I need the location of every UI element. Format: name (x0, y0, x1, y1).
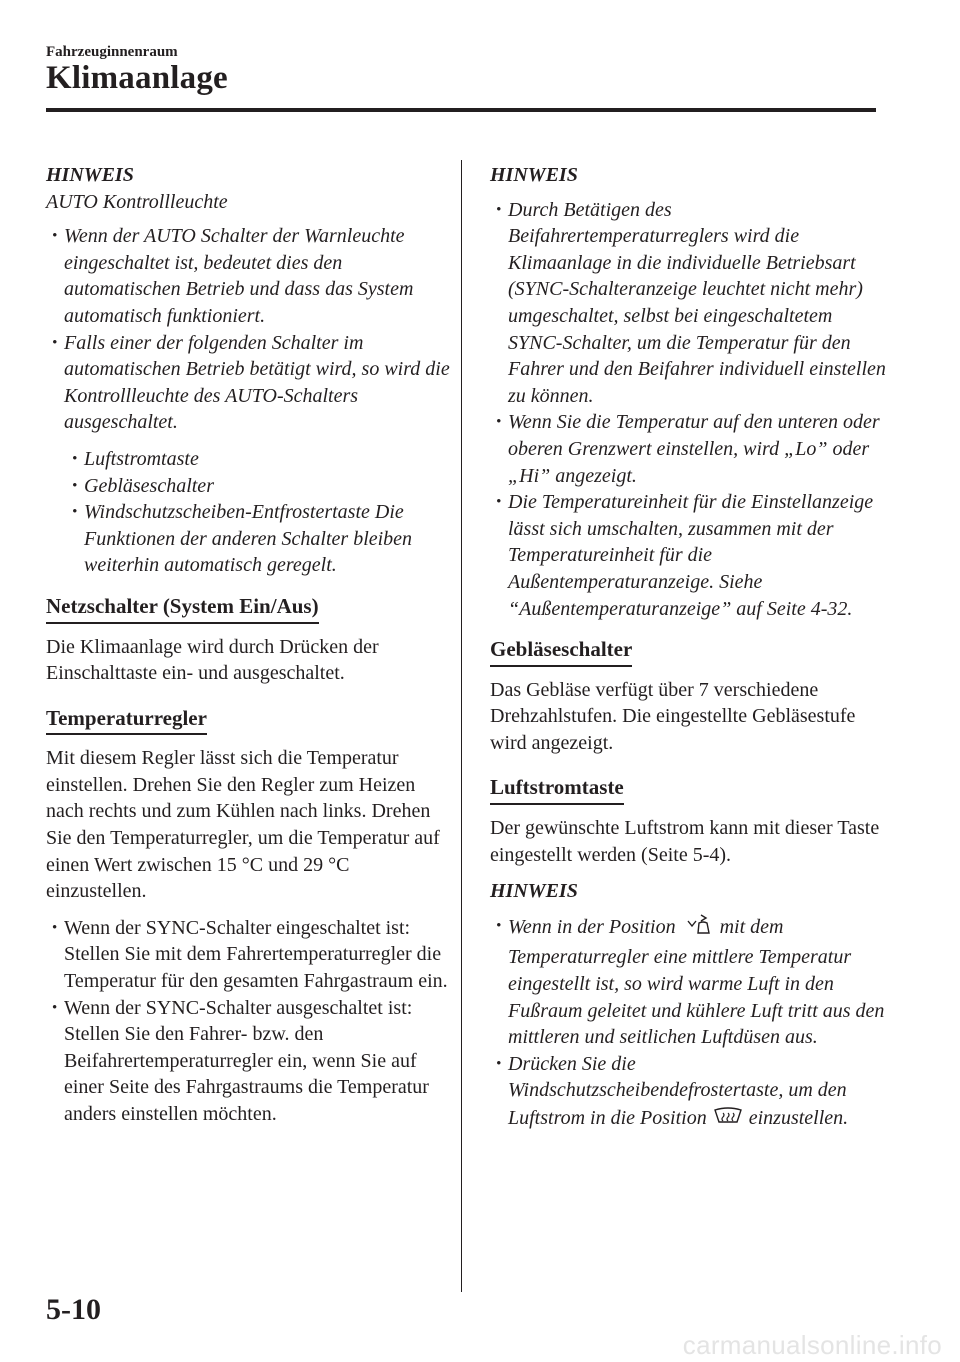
list-item: • Gebläseschalter (46, 473, 451, 500)
paragraph: Die Klimaanlage wird durch Drücken der Einschalttaste ein- und ausgeschaltet. (46, 635, 379, 685)
bullet-icon: • (496, 917, 502, 934)
page-number: 5-10 (46, 1293, 101, 1326)
bullet-icon: • (496, 494, 502, 511)
list-item: • Wenn in der Position mit dem Temperaturregler eine mittlere Temperatur eingestellt ist, so wird warme Luft in den Fußraum geleitet und kühlere Luft tritt aus den mittleren und seitlichen Luftdüsen aus. (490, 913, 890, 1051)
note-list (490, 197, 890, 623)
list-item: • Die Temperatureinheit für die Einstellanzeige lässt sich umschalten, zusammen mit der Temperatureinheit für die Außentemperaturanzeige. Siehe “Außentemperaturanzeige” auf Seite 4-32. (496, 491, 874, 620)
section-heading-geblaeseschalter: Gebläseschalter (490, 636, 632, 667)
right-column (490, 160, 890, 1136)
column-divider (461, 160, 462, 1292)
temp-list (46, 915, 451, 1128)
paragraph: Der gewünschte Luftstrom kann mit dieser Taste eingestellt werden (Seite 5-4). (490, 817, 880, 866)
paragraph: Das Gebläse verfügt über 7 verschiedene Drehzahlstufen. Die eingestellte Gebläsestufe wird angezeigt. (490, 678, 856, 754)
list-item: • Windschutzscheiben-Entfrostertaste Die Funktionen der anderen Schalter bleiben weiterhin automatisch geregelt. (72, 501, 413, 577)
list-item: • Wenn der SYNC-Schalter ausgeschaltet ist: Stellen Sie den Fahrer- bzw. den Beifahrertemperaturregler ein, wenn Sie auf einer Seite des Fahrgastraums die Temperatur anders einstellen möchten. (52, 996, 429, 1125)
list-item: • Drücken Sie die Windschutzscheibendefrostertaste, um den Luftstrom in die Position einzustellen. (490, 1051, 890, 1136)
note-sublist (46, 446, 451, 579)
list-item: • Wenn der SYNC-Schalter eingeschaltet ist: Stellen Sie mit dem Fahrertemperaturregler die Temperatur für den gesamten Fahrgastraum ein. (52, 916, 448, 993)
section-heading-temperaturregler: Temperaturregler (46, 705, 207, 736)
bullet-icon: • (52, 228, 58, 245)
title-rule (46, 108, 876, 112)
bullet-icon: • (72, 477, 78, 494)
note-heading: HINWEIS (46, 164, 134, 186)
note-list (46, 223, 451, 436)
page-title: Klimaanlage (46, 60, 228, 96)
section-heading-netzschalter: Netzschalter (System Ein/Aus) (46, 593, 319, 624)
bullet-icon: • (72, 450, 78, 467)
face-and-feet-airflow-icon (681, 913, 715, 945)
note-list (490, 913, 890, 1136)
bullet-icon: • (496, 1055, 502, 1072)
note-heading: HINWEIS (490, 880, 578, 903)
bullet-icon: • (496, 414, 502, 431)
section-label: Fahrzeuginnenraum (46, 44, 178, 60)
watermark: carmanualsonline.info (682, 1330, 942, 1360)
list-item: • Durch Betätigen des Beifahrertemperaturreglers wird die Klimaanlage in die individuelle Betriebsart (SYNC-Schalteranzeige leuchtet nicht mehr) umgeschaltet, selbst bei eingeschaltetem SYNC-Schalter, um die Temperatur für den Fahrer und den Beifahrer individuell einstellen zu können. (496, 198, 886, 407)
bullet-icon: • (496, 201, 502, 218)
paragraph: Mit diesem Regler lässt sich die Temperatur einstellen. Drehen Sie den Regler zum Heizen nach rechts und zum Kühlen nach links. Drehen Sie den Temperaturregler, um die Temperatur auf einen Wert zwischen 15 °C und 29 °C einzustellen. (46, 747, 440, 903)
list-item: • Luftstromtaste (46, 446, 451, 473)
list-item: • Falls einer der folgenden Schalter im automatischen Betrieb betätigt wird, so wird die Kontrollleuchte des AUTO-Schalters ausgeschaltet. (52, 331, 450, 434)
left-column (46, 160, 451, 1128)
bullet-icon: • (52, 334, 58, 351)
bullet-icon: • (52, 919, 58, 936)
note-subheading: AUTO Kontrollleuchte (46, 190, 228, 213)
bullet-icon: • (52, 999, 58, 1016)
windshield-defrost-icon (712, 1104, 744, 1136)
list-item: • Wenn Sie die Temperatur auf den unteren oder oberen Grenzwert einstellen, wird „Lo” oder „Hi” angezeigt. (496, 411, 880, 487)
section-heading-luftstromtaste: Luftstromtaste (490, 774, 624, 805)
bullet-icon: • (72, 504, 78, 521)
list-item: • Wenn der AUTO Schalter der Warnleuchte eingeschaltet ist, bedeutet dies den automatischen Betrieb und dass das System automatisch funktioniert. (52, 225, 414, 327)
note-heading: HINWEIS (490, 164, 578, 186)
